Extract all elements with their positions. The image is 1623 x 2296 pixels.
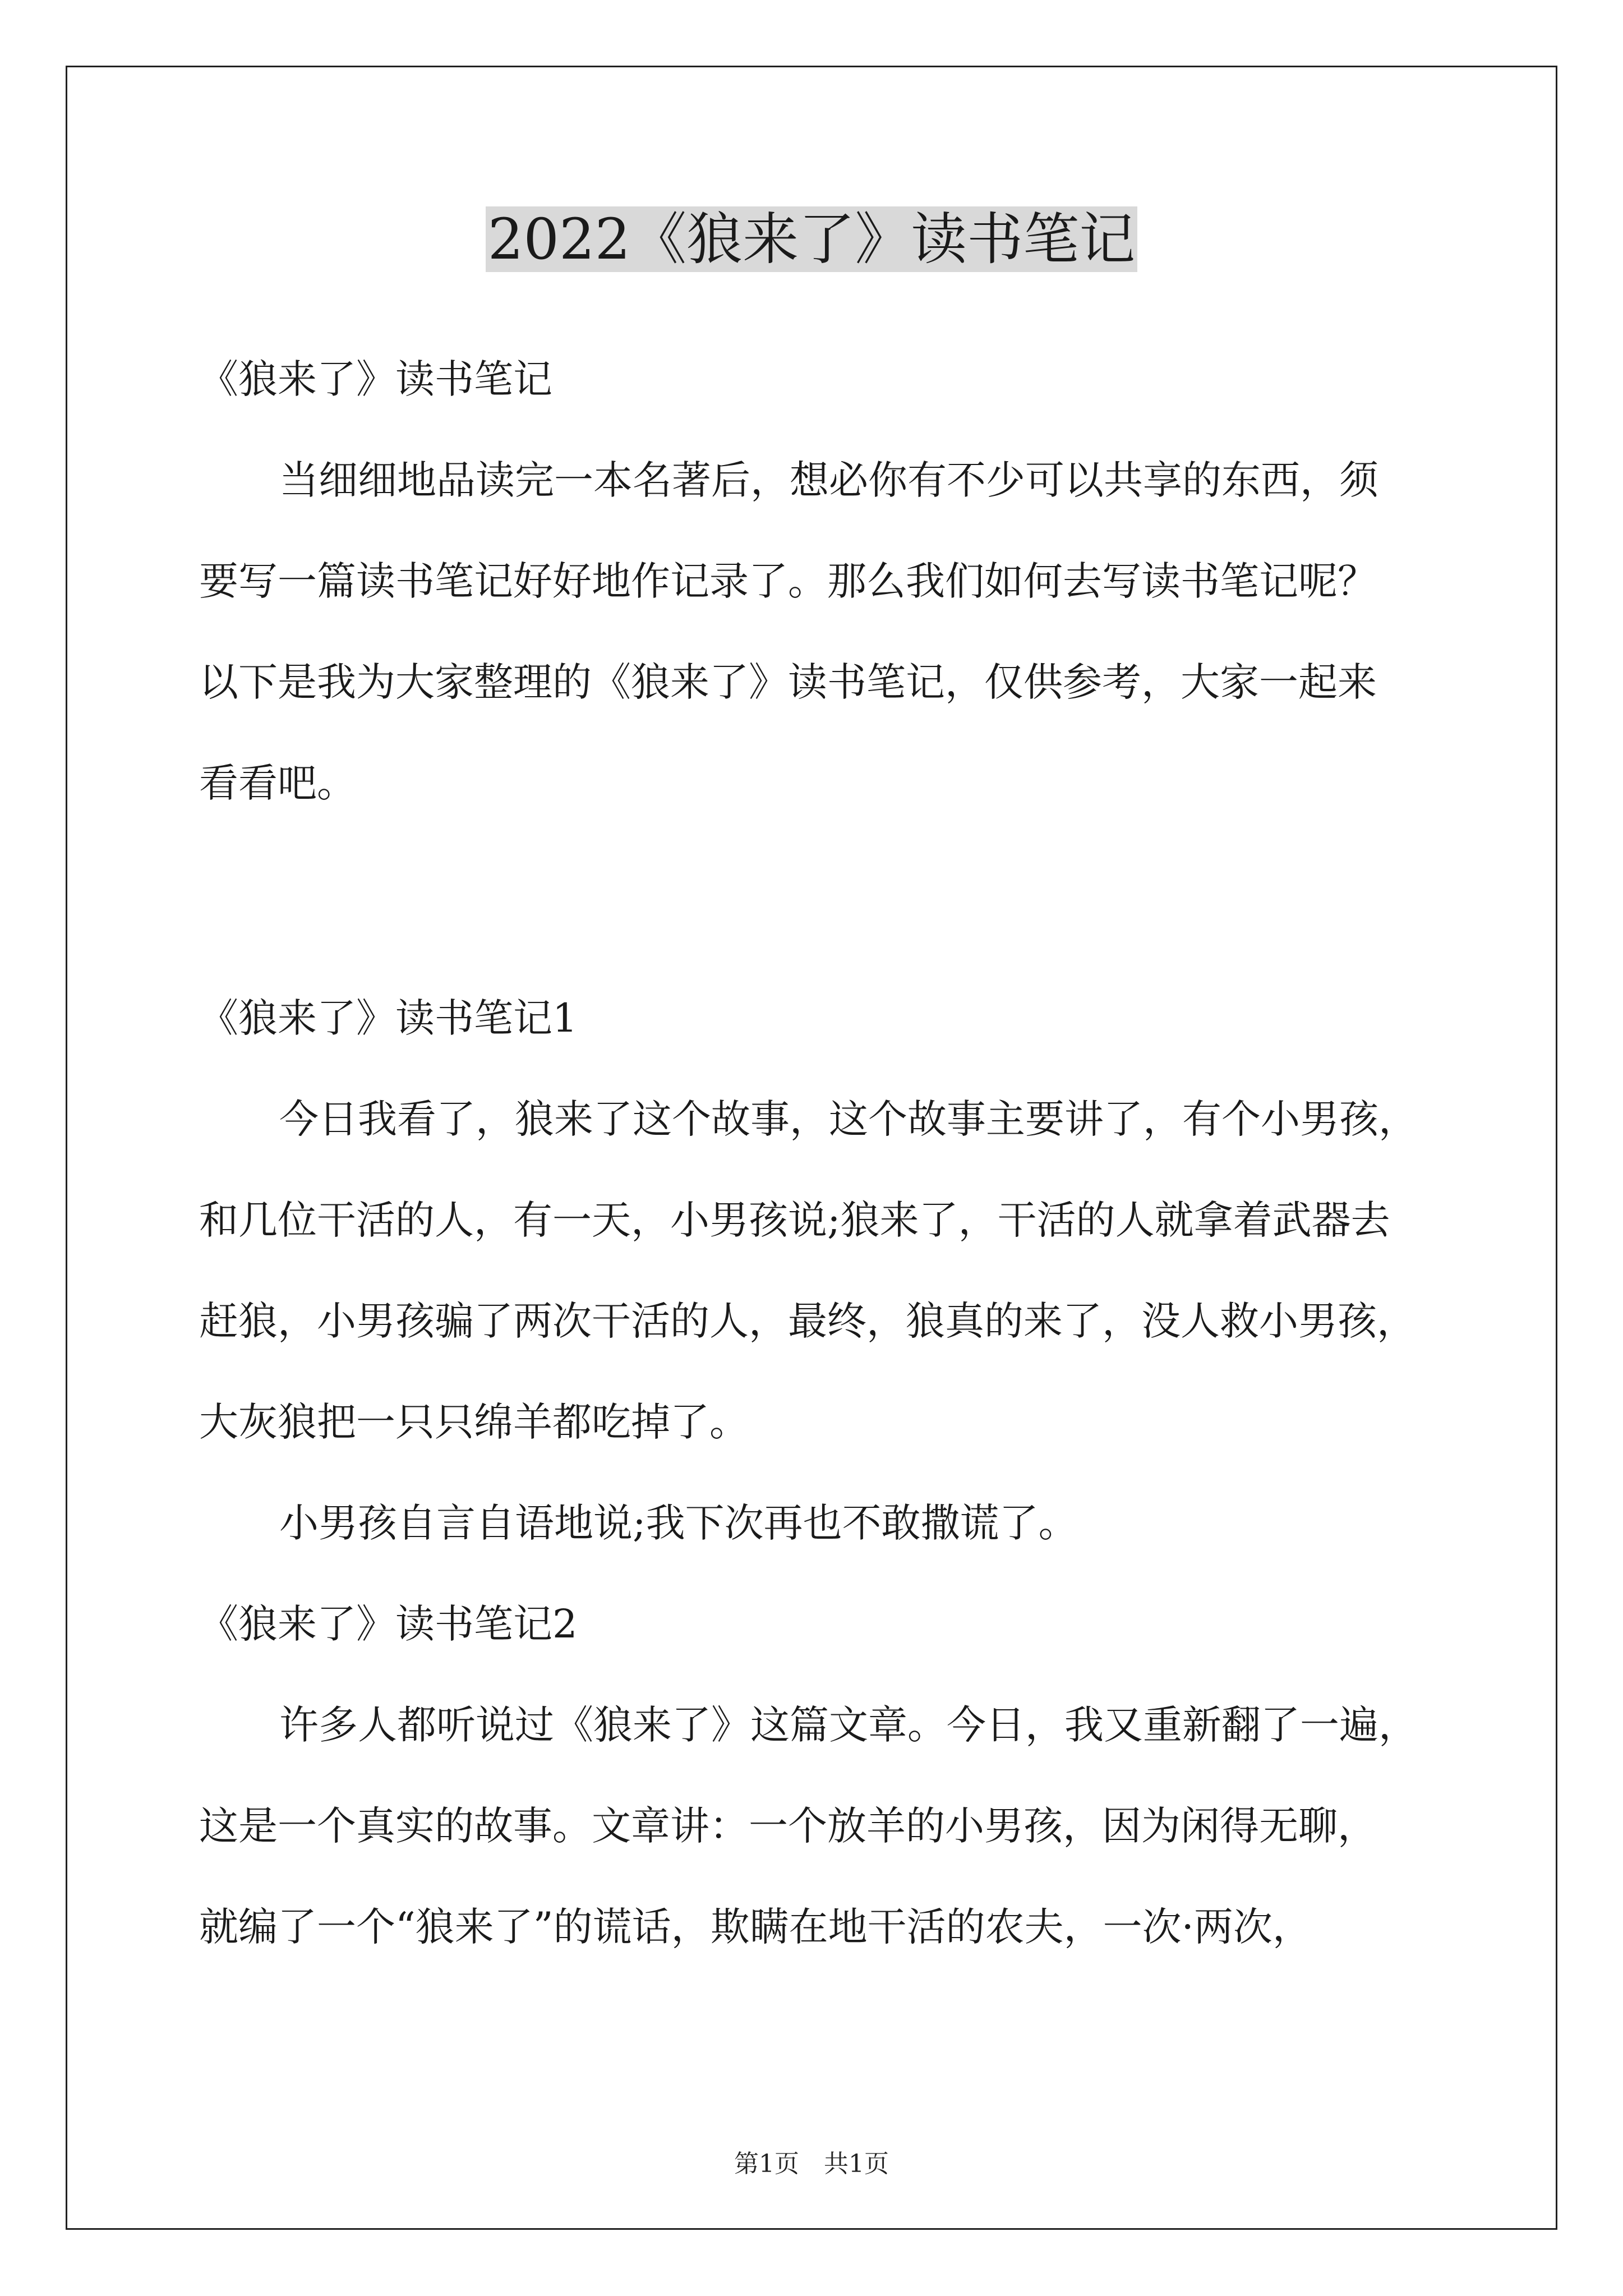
section-1-line-3: 赶狼，小男孩骗了两次干活的人，最终，狼真的来了，没人救小男孩，: [199, 1298, 1416, 1344]
section-1-line-2: 和几位干活的人，有一天，小男孩说;狼来了，干活的人就拿着武器去: [199, 1197, 1390, 1243]
section-1-para-2-line-1: 小男孩自言自语地说;我下次再也不敢撒谎了。: [279, 1500, 1078, 1546]
page-number-current: 第1页: [734, 2150, 799, 2178]
section-1-line-1: 今日我看了，狼来了这个故事，这个故事主要讲了，有个小男孩，: [279, 1096, 1418, 1142]
intro-line-2: 要写一篇读书笔记好好地作记录了。那么我们如何去写读书笔记呢？: [199, 558, 1377, 604]
section-1-line-4: 大灰狼把一只只绵羊都吃掉了。: [199, 1399, 749, 1445]
section-2-heading: 《狼来了》读书笔记2: [199, 1601, 578, 1647]
section-2-line-2: 这是一个真实的故事。文章讲：一个放羊的小男孩，因为闲得无聊，: [199, 1803, 1377, 1849]
section-2-line-3: 就编了一个“狼来了”的谎话，欺瞒在地干活的农夫，一次·两次，: [199, 1904, 1312, 1950]
page-footer: [0, 2147, 1623, 2181]
document-title-text: 2022《狼来了》读书笔记: [486, 206, 1138, 272]
page-number-total: 共1页: [824, 2150, 889, 2178]
intro-line-4: 看看吧。: [199, 760, 356, 806]
intro-line-1: 当细细地品读完一本名著后，想必你有不少可以共享的东西，须: [279, 457, 1378, 503]
document-subtitle: 《狼来了》读书笔记: [199, 356, 552, 402]
intro-line-3: 以下是我为大家整理的《狼来了》读书笔记，仅供参考，大家一起来: [199, 659, 1377, 705]
document-title: [0, 203, 1623, 276]
section-1-heading: 《狼来了》读书笔记1: [199, 995, 578, 1041]
section-2-line-1: 许多人都听说过《狼来了》这篇文章。今日，我又重新翻了一遍，: [279, 1702, 1418, 1748]
